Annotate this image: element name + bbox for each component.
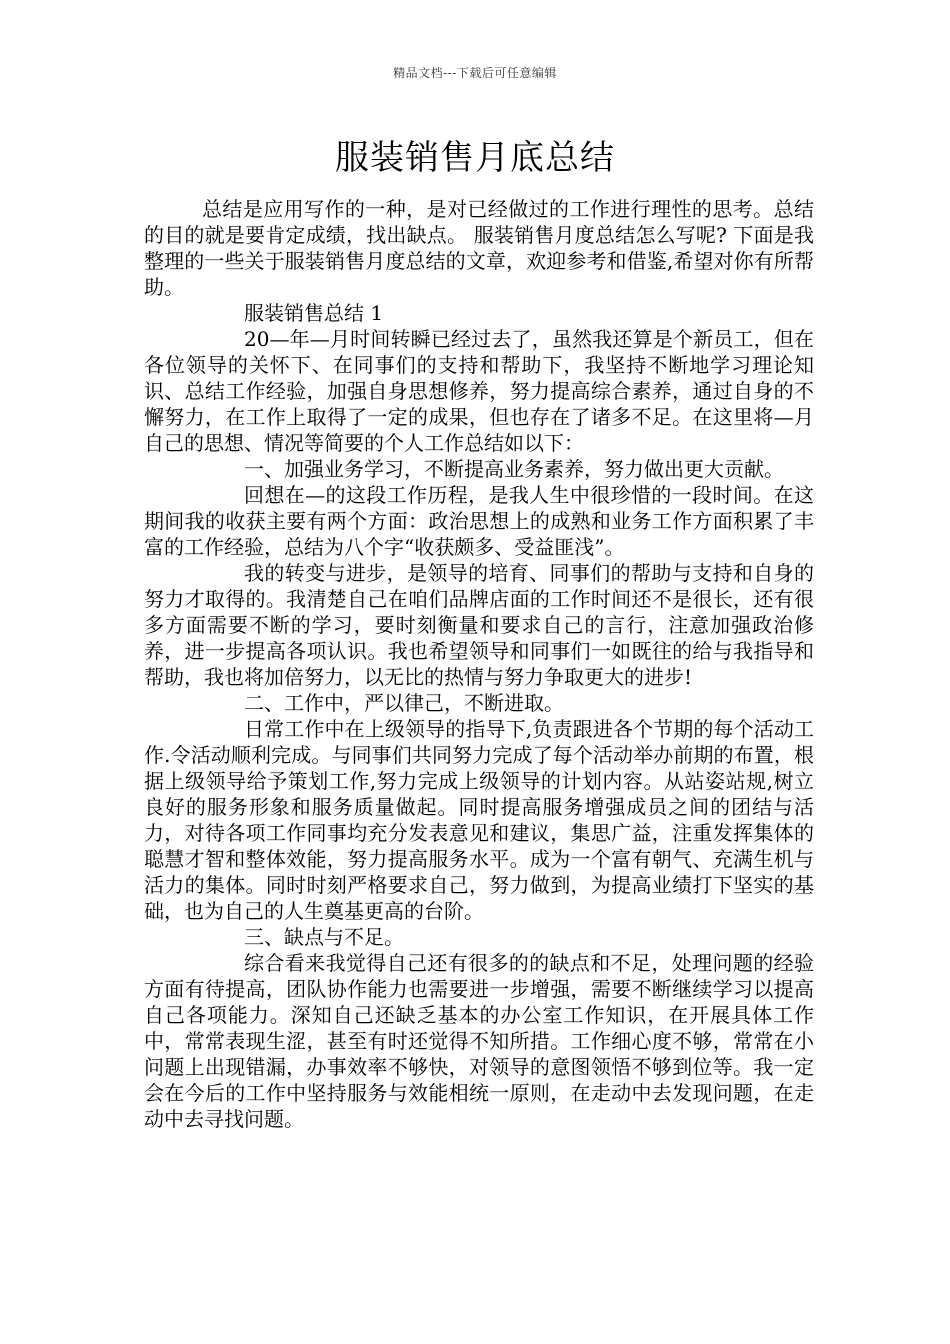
section-heading-1: 一、加强业务学习，不断提高业务素养，努力做出更大贡献。 — [244, 457, 784, 481]
body-paragraph: 回想在—的这段工作历程，是我人生中很珍惜的一段时间。在这期间我的收获主要有两个方面：政治思想上的成熟和业务工作方面积累了丰富的工作经验，总结为八个字“收获颇多、受益匪浅”。 — [144, 483, 814, 559]
body-paragraph: 日常工作中在上级领导的指导下,负责跟进各个节期的每个活动工作.令活动顺利完成。与同事们共同努力完成了每个活动举办前期的布置，根据上级领导给予策划工作,努力完成上级领导的计划内容。从站姿站规,树立良好的服务形象和服务质量做起。同时提高服务增强成员之间的团结与活力，对待各项工作同事均充分发表意见和建议，集思广益，注重发挥集体的聪慧才智和整体效能，努力提高服务水平。成为一个富有朝气、充满生机与活力的集体。同时时刻严格要求自己，努力做到，为提高业绩打下坚实的基础，也为自己的人生奠基更高的台阶。 — [144, 717, 814, 923]
document-title: 服装销售月底总结 — [335, 138, 615, 178]
body-paragraph: 20—年—月时间转瞬已经过去了，虽然我还算是个新员工，但在各位领导的关怀下、在同事们的支持和帮助下，我坚持不断地学习理论知识、总结工作经验，加强自身思想修养，努力提高综合素养，通过自身的不懈努力，在工作上取得了一定的成果，但也存在了诸多不足。在这里将—月自己的思想、情况等简要的个人工作总结如以下： — [144, 327, 814, 455]
intro-paragraph: 总结是应用写作的一种，是对已经做过的工作进行理性的思考。总结的目的就是要肯定成绩，找出缺点。 服装销售月度总结怎么写呢? 下面是我整理的一些关于服装销售月度总结的文章，欢迎参考和借鉴,希望对你有所帮助。 — [144, 197, 814, 299]
document-body — [144, 196, 814, 1132]
section-heading-3: 三、缺点与不足。 — [244, 925, 404, 949]
header-note: 精品文档---下载后可任意编辑 — [393, 66, 557, 80]
section-heading-2: 二、工作中，严以律己，不断进取。 — [244, 691, 564, 715]
section-heading-summary-1: 服装销售总结 1 — [244, 301, 384, 325]
body-paragraph: 综合看来我觉得自己还有很多的的缺点和不足，处理问题的经验方面有待提高，团队协作能力也需要进一步增强，需要不断继续学习以提高自己各项能力。深知自己还缺乏基本的办公室工作知识，在开展具体工作中，常常表现生涩，甚至有时还觉得不知所措。工作细心度不够，常常在小问题上出现错漏，办事效率不够快，对领导的意图领悟不够到位等。我一定会在今后的工作中坚持服务与效能相统一原则，在走动中去发现问题，在走动中去寻找问题。 — [144, 951, 814, 1131]
body-paragraph: 我的转变与进步，是领导的培育、同事们的帮助与支持和自身的努力才取得的。我清楚自己在咱们品牌店面的工作时间还不是很长，还有很多方面需要不断的学习，要时刻衡量和要求自己的言行，注意加强政治修养，进一步提高各项认识。我也希望领导和同事们一如既往的给与我指导和帮助，我也将加倍努力，以无比的热情与努力争取更大的进步! — [144, 561, 814, 689]
